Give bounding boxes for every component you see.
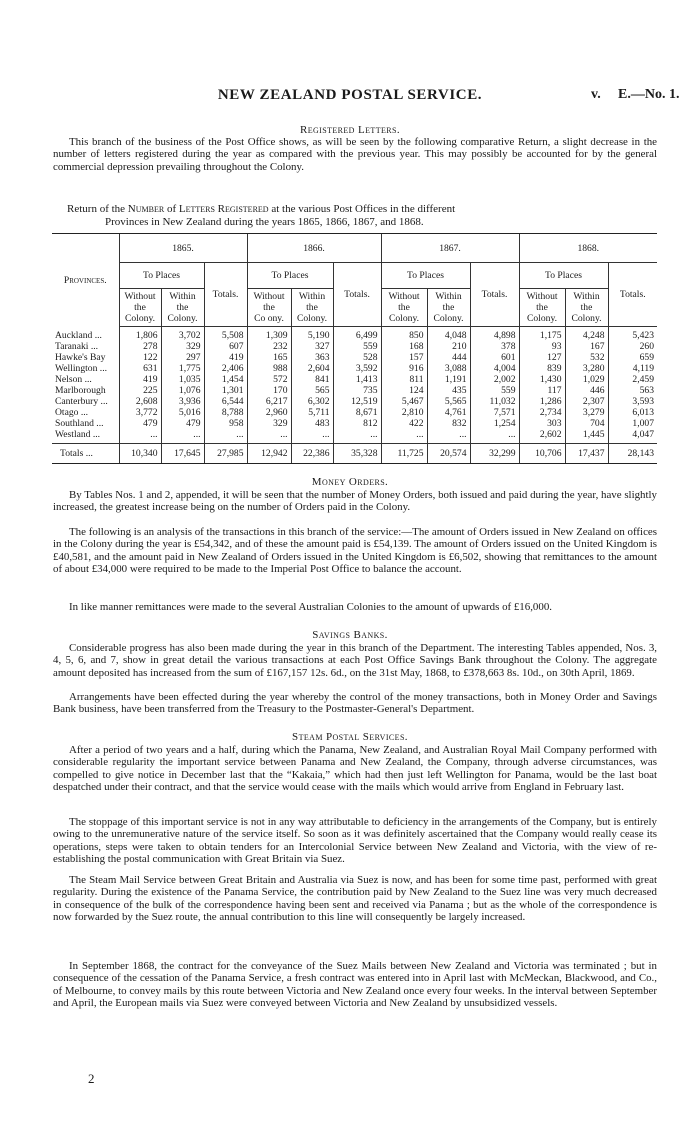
table-cell: 607 <box>204 341 247 352</box>
table-cell: 27,985 <box>204 444 247 464</box>
table-cell: 958 <box>204 418 247 429</box>
table-cell: 6,499 <box>333 327 381 342</box>
table-cell: ... <box>470 429 519 444</box>
table-cell: 5,565 <box>427 396 470 407</box>
table-cell: 811 <box>381 374 427 385</box>
table-cell: 2,734 <box>519 407 565 418</box>
table-cell: 157 <box>381 352 427 363</box>
money-orders-paragraph-1: By Tables Nos. 1 and 2, appended, it will be seen that the number of Money Orders, both issued and paid during the year, have slightly increased, the greatest increase being on the number of Orders paid in the Colony. <box>53 489 657 514</box>
year-header-1865: 1865. <box>119 234 247 263</box>
table-cell: 7,571 <box>470 407 519 418</box>
table-cell: 1,254 <box>470 418 519 429</box>
to-places-header-1867: To Places <box>381 263 470 289</box>
table-cell: 572 <box>247 374 291 385</box>
table-cell: 5,190 <box>291 327 333 342</box>
money-orders-heading: Money Orders. <box>311 476 389 488</box>
province-name: Nelson ... <box>55 374 92 385</box>
table-cell: 832 <box>427 418 470 429</box>
table-row <box>52 341 657 352</box>
table-cell: 1,806 <box>119 327 161 342</box>
table-cell: 8,671 <box>333 407 381 418</box>
year-header-1867: 1867. <box>381 234 519 263</box>
table-cell: 1,175 <box>519 327 565 342</box>
table-cell: ... <box>333 429 381 444</box>
table-cell: 1,076 <box>161 385 204 396</box>
table-cell: 704 <box>565 418 608 429</box>
table-cell: 1,309 <box>247 327 291 342</box>
table-cell: 1,775 <box>161 363 204 374</box>
table-row <box>52 352 657 363</box>
table-row <box>52 407 657 418</box>
table-cell: 1,445 <box>565 429 608 444</box>
table-cell: 444 <box>427 352 470 363</box>
table-cell: ... <box>381 429 427 444</box>
table-cell: 329 <box>247 418 291 429</box>
table-cell: 839 <box>519 363 565 374</box>
table-cell: 601 <box>470 352 519 363</box>
table-cell: 559 <box>333 341 381 352</box>
table-cell: 232 <box>247 341 291 352</box>
table-cell: 1,035 <box>161 374 204 385</box>
table-row <box>52 374 657 385</box>
table-cell: 446 <box>565 385 608 396</box>
table-cell: 117 <box>519 385 565 396</box>
savings-banks-paragraph-1: Considerable progress has also been made during the year in this branch of the Department. The interesting Tables appended, Nos. 3, 4, 5, 6, and 7, show in great detail the various transactions at each Post Office Savings Bank throughout the Colony. The aggregate amount deposited has increased from the sum of £167,157 12s. 6d., on the 31st May, 1868, to £378,663 8s. 10d., on 30th April, 1869. <box>53 642 657 679</box>
totals-header-1866: Totals. <box>333 263 381 327</box>
table-cell: 6,544 <box>204 396 247 407</box>
table-cell: 528 <box>333 352 381 363</box>
savings-banks-paragraph-2: Arrangements have been effected during the year whereby the control of the money transactions, both in Money Order and Savings Bank business, have been transferred from the Treasury to the Postmaster-General's Department. <box>53 691 657 716</box>
table-cell: 1,029 <box>565 374 608 385</box>
table-cell: 2,960 <box>247 407 291 418</box>
within-colony-header-1865: Within the Colony. <box>161 289 204 327</box>
table-cell: 4,119 <box>608 363 657 374</box>
within-colony-header-1867: Within the Colony. <box>427 289 470 327</box>
table-cell: 4,004 <box>470 363 519 374</box>
table-cell: 479 <box>119 418 161 429</box>
without-colony-header-1865: Without the Colony. <box>119 289 161 327</box>
table-cell: 12,519 <box>333 396 381 407</box>
table-cell: ... <box>291 429 333 444</box>
table-cell: 5,467 <box>381 396 427 407</box>
totals-header-1868: Totals. <box>608 263 657 327</box>
steam-services-paragraph-3: The Steam Mail Service between Great Britain and Australia via Suez is now, and has been for some time past, performed with great regularity. During the existence of the Panama Service, the contribution paid by New Zealand to the Suez line was very much decreased in consequence of the bulk of the correspondence having been sent and received via Panama ; but as the whole of the correspondence is now forwarded by the Suez route, the annual contribution to this line will consequently be largely increased. <box>53 874 657 924</box>
page-header-title: NEW ZEALAND POSTAL SERVICE. <box>217 87 483 103</box>
registered-letters-table <box>52 233 657 464</box>
table-cell: 735 <box>333 385 381 396</box>
table-cell: 167 <box>565 341 608 352</box>
table-cell: 2,602 <box>519 429 565 444</box>
table-cell: 5,016 <box>161 407 204 418</box>
table-cell: 2,810 <box>381 407 427 418</box>
table-cell: 278 <box>119 341 161 352</box>
table-cell: 225 <box>119 385 161 396</box>
table-cell: 850 <box>381 327 427 342</box>
table-cell: ... <box>204 429 247 444</box>
to-places-header-1866: To Places <box>247 263 333 289</box>
table-row <box>52 385 657 396</box>
table-cell: 327 <box>291 341 333 352</box>
table-cell: 563 <box>608 385 657 396</box>
money-orders-paragraph-2: The following is an analysis of the transactions in this branch of the service:—The amount of Orders issued in New Zealand on offices in the Colony during the year is £54,342, and of these the amount paid is £54,139. The amount of Orders issued on the United Kingdom is £40,581, and the amount paid in New Zealand of Orders issued in the United Kingdom is £6,502, showing that remittances to the amount of about £34,000 were required to be made to the Imperial Post Office to balance the account. <box>53 526 657 576</box>
province-name: Southland ... <box>55 418 104 429</box>
table-cell: 165 <box>247 352 291 363</box>
steam-services-paragraph-2: The stoppage of this important service is not in any way attributable to deficiency in the arrangements of the Company, but is entirely owing to the unremunerative nature of the service itself. So soon as it was definitely ascertained that the Company would really cease its operations, steps were taken to obtain tenders for an Intercolonial Service between New Zealand and Victoria, with the view of re-establishing the postal communication with Great Britain via Suez. <box>53 816 657 866</box>
table-cell: 22,386 <box>291 444 333 464</box>
table-cell: 363 <box>291 352 333 363</box>
table-cell: ... <box>247 429 291 444</box>
table-cell: 812 <box>333 418 381 429</box>
table-cell: 565 <box>291 385 333 396</box>
table-cell: 3,088 <box>427 363 470 374</box>
table-cell: 378 <box>470 341 519 352</box>
table-cell: 483 <box>291 418 333 429</box>
provinces-header: Provinces. <box>52 234 119 327</box>
table-cell: 11,032 <box>470 396 519 407</box>
table-cell: 1,191 <box>427 374 470 385</box>
to-places-header-1865: To Places <box>119 263 204 289</box>
registered-letters-paragraph: This branch of the business of the Post Office shows, as will be seen by the following comparative Return, a slight decrease in the number of letters registered during the year as compared with the previous year. This may possibly be accounted for by the general commercial depression prevailing throughout the Colony. <box>53 136 657 173</box>
table-cell: 93 <box>519 341 565 352</box>
table-cell: 4,248 <box>565 327 608 342</box>
table-cell: ... <box>161 429 204 444</box>
province-name: Auckland ... <box>55 329 102 341</box>
table-cell: 3,772 <box>119 407 161 418</box>
table-cell: 559 <box>470 385 519 396</box>
table-cell: 3,280 <box>565 363 608 374</box>
table-cell: 122 <box>119 352 161 363</box>
totals-row <box>52 444 657 464</box>
totals-header-1865: Totals. <box>204 263 247 327</box>
table-cell: 479 <box>161 418 204 429</box>
table-cell: 2,307 <box>565 396 608 407</box>
table-cell: 4,761 <box>427 407 470 418</box>
table-cell: 3,279 <box>565 407 608 418</box>
table-cell: 124 <box>381 385 427 396</box>
table-cell: 1,413 <box>333 374 381 385</box>
table-cell: 419 <box>204 352 247 363</box>
table-cell: 3,592 <box>333 363 381 374</box>
province-name: Westland ... <box>52 429 119 444</box>
table-cell: 303 <box>519 418 565 429</box>
table-row <box>52 429 657 444</box>
table-cell: 1,430 <box>519 374 565 385</box>
table-cell: 532 <box>565 352 608 363</box>
table-cell: 11,725 <box>381 444 427 464</box>
table-row <box>52 327 657 342</box>
table-cell: 2,002 <box>470 374 519 385</box>
table-cell: 916 <box>381 363 427 374</box>
table-cell: 3,593 <box>608 396 657 407</box>
province-name: Otago ... <box>55 407 89 418</box>
table-cell: 8,788 <box>204 407 247 418</box>
table-cell: 10,706 <box>519 444 565 464</box>
table-cell: 841 <box>291 374 333 385</box>
table-cell: 10,340 <box>119 444 161 464</box>
table-cell: 422 <box>381 418 427 429</box>
table-row <box>52 396 657 407</box>
savings-banks-heading: Savings Banks. <box>312 629 388 641</box>
table-cell: 6,302 <box>291 396 333 407</box>
table-cell: 1,454 <box>204 374 247 385</box>
table-cell: 28,143 <box>608 444 657 464</box>
table-cell: ... <box>119 429 161 444</box>
table-cell: 4,048 <box>427 327 470 342</box>
table-cell: 297 <box>161 352 204 363</box>
table-cell: 6,217 <box>247 396 291 407</box>
table-cell: 1,301 <box>204 385 247 396</box>
table-cell: 6,013 <box>608 407 657 418</box>
table-cell: 260 <box>608 341 657 352</box>
money-orders-paragraph-3: In like manner remittances were made to the several Australian Colonies to the amount of upwards of £16,000. <box>69 601 552 613</box>
table-cell: 5,711 <box>291 407 333 418</box>
table-cell: 1,286 <box>519 396 565 407</box>
page-number: 2 <box>88 1071 95 1086</box>
table-cell: 5,423 <box>608 327 657 342</box>
year-header-1868: 1868. <box>519 234 657 263</box>
table-cell: 2,459 <box>608 374 657 385</box>
steam-services-paragraph-1: After a period of two years and a half, during which the Panama, New Zealand, and Australian Royal Mail Company performed with considerable regularity the important service between Panama and New Zealand, the Company, through adverse circumstances, was compelled to give notice in December last that the “Kakaia,” which had then just left Wellington for Panama, would be the last boat despatched under their contract, and that the service would cease with the mails which would arrive from England in February last. <box>53 744 657 794</box>
province-name: Hawke's Bay <box>55 352 106 363</box>
table-cell: 12,942 <box>247 444 291 464</box>
table-cell: 170 <box>247 385 291 396</box>
table-cell: 2,604 <box>291 363 333 374</box>
table-cell: 631 <box>119 363 161 374</box>
table-cell: 3,702 <box>161 327 204 342</box>
table-cell: 329 <box>161 341 204 352</box>
province-name: Marlborough <box>55 385 106 396</box>
without-colony-header-1866: Without the Co ony. <box>247 289 291 327</box>
table-cell: 168 <box>381 341 427 352</box>
province-name: Canterbury ... <box>55 396 108 407</box>
province-name: Wellington ... <box>55 363 107 374</box>
table-cell: 32,299 <box>470 444 519 464</box>
table-cell: 127 <box>519 352 565 363</box>
within-colony-header-1866: Within the Colony. <box>291 289 333 327</box>
table-cell: 2,406 <box>204 363 247 374</box>
table-cell: 435 <box>427 385 470 396</box>
without-colony-header-1867: Without the Colony. <box>381 289 427 327</box>
table-cell: 3,936 <box>161 396 204 407</box>
table-cell: 20,574 <box>427 444 470 464</box>
totals-header-1867: Totals. <box>470 263 519 327</box>
table-cell: 210 <box>427 341 470 352</box>
table-row <box>52 418 657 429</box>
within-colony-header-1868: Within the Colony. <box>565 289 608 327</box>
table-cell: 659 <box>608 352 657 363</box>
table-cell: 5,508 <box>204 327 247 342</box>
year-header-1866: 1866. <box>247 234 381 263</box>
totals-label: Totals ... <box>52 444 119 464</box>
table-row <box>52 363 657 374</box>
table-cell: ... <box>427 429 470 444</box>
document-reference: E.—No. 1. <box>618 87 680 102</box>
without-colony-header-1868: Without the Colony. <box>519 289 565 327</box>
registered-letters-heading: Registered Letters. <box>299 124 401 136</box>
steam-services-paragraph-4: In September 1868, the contract for the conveyance of the Suez Mails between New Zealand and Victoria was terminated ; but in consequence of the cessation of the Panama Service, a fresh contract was entered into in April last with McMeckan, Blackwood, and Co., of Melbourne, to convey mails by this route between Victoria and New Zealand once every four weeks. In the interval between September and April, the European mails via Suez were conveyed between Victoria and New Zealand by unsubsidized vessels. <box>53 960 657 1010</box>
to-places-header-1868: To Places <box>519 263 608 289</box>
table-cell: 17,437 <box>565 444 608 464</box>
table-cell: 1,007 <box>608 418 657 429</box>
return-caption: Return of the Number of Letters Registered at the various Post Offices in the different Provinces in New Zealand during the years 1865, 1866, 1867, and 1868. <box>67 203 456 228</box>
table-cell: 2,608 <box>119 396 161 407</box>
table-cell: 988 <box>247 363 291 374</box>
table-cell: 35,328 <box>333 444 381 464</box>
page-roman-number: v. <box>591 87 601 102</box>
steam-postal-services-heading: Steam Postal Services. <box>292 731 408 743</box>
province-name: Taranaki ... <box>55 341 99 352</box>
table-cell: 4,047 <box>608 429 657 444</box>
table-cell: 17,645 <box>161 444 204 464</box>
table-cell: 419 <box>119 374 161 385</box>
table-cell: 4,898 <box>470 327 519 342</box>
